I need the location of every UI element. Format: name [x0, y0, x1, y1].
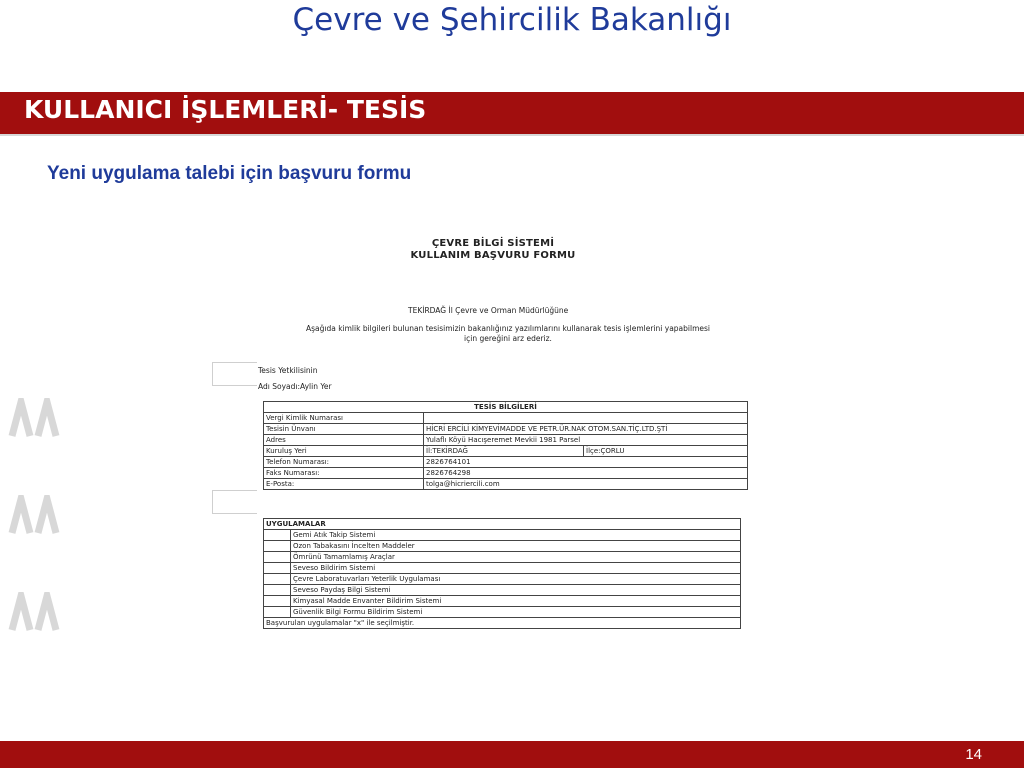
tesis-table	[263, 401, 748, 490]
table-cell: 2826764298	[424, 468, 748, 479]
table-cell: tolga@hicriercili.com	[424, 479, 748, 490]
form-heading-line1: ÇEVRE BİLGİ SİSTEMİ	[431, 238, 555, 249]
form-body	[268, 324, 748, 344]
tesis-table-header: TESİS BİLGİLERİ	[264, 402, 748, 413]
checkbox-cell	[264, 530, 291, 541]
side-frame	[212, 490, 257, 514]
table-row	[264, 424, 748, 435]
checkbox-cell	[264, 541, 291, 552]
table-row	[264, 552, 741, 563]
table-row	[264, 457, 748, 468]
table-row	[264, 468, 748, 479]
side-frame	[212, 362, 257, 386]
section-title: KULLANICI İŞLEMLERİ- TESİS	[24, 95, 427, 124]
checkbox-cell	[264, 607, 291, 618]
checkbox-cell	[264, 585, 291, 596]
form-tesis-yetkilisi: Tesis Yetkilisinin	[258, 366, 318, 375]
table-row	[264, 530, 741, 541]
page-number: 14	[965, 746, 982, 763]
checkbox-cell	[264, 552, 291, 563]
form-addressee: TEKİRDAĞ İl Çevre ve Orman Müdürlüğüne	[408, 306, 569, 315]
table-cell: Vergi Kimlik Numarası	[264, 413, 424, 424]
table-row	[264, 541, 741, 552]
checkbox-cell	[264, 563, 291, 574]
table-cell: Kuruluş Yeri	[264, 446, 424, 457]
table-cell: Çevre Laboratuvarları Yeterlik Uygulaması	[291, 574, 741, 585]
table-cell: Telefon Numarası:	[264, 457, 424, 468]
footer-band	[0, 741, 1024, 768]
watermark-mark-icon	[8, 398, 64, 438]
table-cell: 2826764101	[424, 457, 748, 468]
table-cell: Yulaflı Köyü Hacışeremet Mevkii 1981 Parsel	[424, 435, 748, 446]
table-row	[264, 413, 748, 424]
table-cell: Seveso Paydaş Bilgi Sistemi	[291, 585, 741, 596]
table-row	[264, 574, 741, 585]
application-form-image	[258, 230, 758, 650]
table-cell: Gemi Atık Takip Sistemi	[291, 530, 741, 541]
table-cell: Seveso Bildirim Sistemi	[291, 563, 741, 574]
table-row	[264, 585, 741, 596]
table-cell: HİCRİ ERCİLİ KİMYEVİMADDE VE PETR.ÜR.NAK OTOM.SAN.TİÇ.LTD.ŞTİ	[424, 424, 748, 435]
table-cell	[424, 413, 748, 424]
watermark-mark-icon	[8, 592, 64, 632]
table-row	[264, 479, 748, 490]
table-cell: Kimyasal Madde Envanter Bildirim Sistemi	[291, 596, 741, 607]
table-cell: İl:TEKİRDAĞ	[424, 446, 584, 457]
uyg-table-header: UYGULAMALAR	[264, 519, 741, 530]
table-cell: Faks Numarası:	[264, 468, 424, 479]
table-cell: Ozon Tabakasını İncelten Maddeler	[291, 541, 741, 552]
table-cell: Güvenlik Bilgi Formu Bildirim Sistemi	[291, 607, 741, 618]
uygulamalar-table	[263, 518, 741, 629]
table-cell: E-Posta:	[264, 479, 424, 490]
slide-title: Çevre ve Şehircilik Bakanlığı	[292, 2, 732, 38]
slide-subtitle: Yeni uygulama talebi için başvuru formu	[47, 163, 412, 184]
checkbox-cell	[264, 596, 291, 607]
table-row	[264, 446, 748, 457]
table-cell: Adres	[264, 435, 424, 446]
uyg-table-footer: Başvurulan uygulamalar "x" ile seçilmiştir.	[264, 618, 741, 629]
form-body-line: için gereğini arz ederiz.	[464, 334, 552, 343]
section-band	[0, 92, 1024, 136]
form-body-line: Aşağıda kimlik bilgileri bulunan tesisimizin bakanlığınız yazılımlarını kullanarak tesis işlemlerini yapabilmesi	[305, 324, 710, 333]
table-row	[264, 435, 748, 446]
table-cell: Tesisin Ünvanı	[264, 424, 424, 435]
form-adi-soyadi: Adı Soyadı:Aylin Yer	[258, 382, 332, 391]
table-cell: İlçe:ÇORLU	[584, 446, 748, 457]
table-row	[264, 563, 741, 574]
table-row	[264, 607, 741, 618]
form-heading-line2: KULLANIM BAŞVURU FORMU	[410, 250, 576, 261]
checkbox-cell	[264, 574, 291, 585]
table-cell: Ömrünü Tamamlamış Araçlar	[291, 552, 741, 563]
watermark-mark-icon	[8, 495, 64, 535]
table-row	[264, 596, 741, 607]
